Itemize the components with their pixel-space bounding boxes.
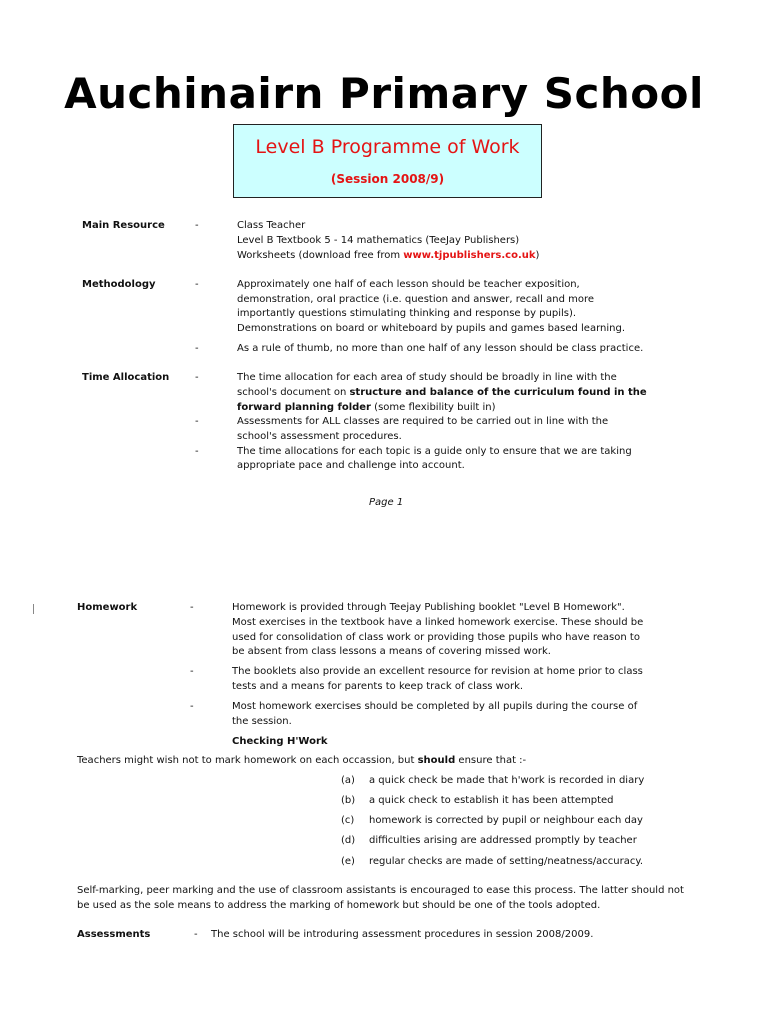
closing-line: be used as the sole means to address the marking of homework but should be one of the tools adopted. [77,900,601,911]
homework-line: Most exercises in the textbook have a linked homework exercise. These should be [232,617,644,628]
checking-homework-heading: Checking H'Work [232,736,328,747]
closing-line: Self-marking, peer marking and the use of classroom assistants is encouraged to ease this process. The latter should not [77,885,684,896]
assessments-label: Assessments [77,929,151,940]
methodology-line: Approximately one half of each lesson should be teacher exposition, [237,279,580,290]
homework-line: used for consolidation of class work or providing those pupils who have reason to [232,632,640,643]
page-number: Page 1 [369,497,404,508]
time-allocation-line: The time allocation for each area of study should be broadly in line with the [237,372,617,383]
homework-line: Homework is provided through Teejay Publishing booklet "Level B Homework". [232,602,625,613]
homework-line: The booklets also provide an excellent resource for revision at home prior to class [232,666,643,677]
homework-label: Homework [77,602,138,613]
check-letter: (c) [341,815,355,826]
check-item [341,773,671,788]
checking-intro-emphasis: should [417,755,456,766]
session-label: (Session 2008/9) [330,172,445,186]
methodology-label: Methodology [82,279,156,290]
check-item [341,833,671,848]
time-allocation-text: (some flexibility built in) [371,402,496,413]
checking-intro [77,753,526,768]
main-resource-label: Main Resource [82,220,165,231]
check-letter: (d) [341,835,356,846]
check-text: a quick check to establish it has been attempted [369,795,614,806]
main-resource-worksheets [237,248,539,263]
methodology-line: demonstration, oral practice (i.e. question and answer, recall and more [237,294,595,305]
school-title: Auchinairn Primary School [64,69,704,118]
check-letter: (a) [341,775,355,786]
check-item [341,854,671,869]
programme-banner [233,124,542,198]
check-letter: (b) [341,795,356,806]
check-item [341,793,671,808]
homework-dash-3: - [190,701,194,712]
homework-dash-2: - [190,666,194,677]
methodology-line: As a rule of thumb, no more than one half of any lesson should be class practice. [237,343,644,354]
homework-line: the session. [232,716,292,727]
time-allocation-dash-2: - [195,416,199,427]
assessments-text: The school will be introduring assessment procedures in session 2008/2009. [211,929,594,940]
main-resource-dash: - [195,220,199,231]
homework-line: be absent from class lessons a means of covering missed work. [232,646,551,657]
time-allocation-text: school's document on [237,387,350,398]
time-allocation-line [237,400,496,415]
checking-intro-text: ensure that :- [455,755,527,766]
methodology-line: Demonstrations on board or whiteboard by pupils and games based learning. [237,323,625,334]
homework-line: Most homework exercises should be completed by all pupils during the course of [232,701,638,712]
margin-marker [33,604,34,614]
time-allocation-dash-3: - [195,446,199,457]
publisher-link[interactable]: www.tjpublishers.co.uk [403,250,536,261]
curriculum-doc-name: structure and balance of the curriculum found in the [349,387,647,398]
check-text: difficulties arising are addressed promptly by teacher [369,835,637,846]
check-text: homework is corrected by pupil or neighbour each day [369,815,643,826]
time-allocation-dash: - [195,372,199,383]
planning-folder-name: forward planning folder [237,402,371,413]
main-resource-line: Class Teacher [237,220,306,231]
check-item [341,813,671,828]
check-text: a quick check be made that h'work is recorded in diary [369,775,645,786]
time-allocation-label: Time Allocation [82,372,170,383]
methodology-dash: - [195,279,199,290]
checking-intro-text: Teachers might wish not to mark homework on each occassion, but [77,755,418,766]
programme-heading: Level B Programme of Work [255,136,520,158]
check-text: regular checks are made of setting/neatness/accuracy. [369,856,644,867]
assessments-dash: - [194,929,198,940]
worksheets-suffix: ) [535,250,540,261]
worksheets-text: Worksheets (download free from [237,250,404,261]
methodology-line: importantly questions stimulating thinking and response by pupils). [237,308,577,319]
time-allocation-line: Assessments for ALL classes are required to be carried out in line with the [237,416,609,427]
homework-line: tests and a means for parents to keep track of class work. [232,681,524,692]
time-allocation-line: school's assessment procedures. [237,431,402,442]
time-allocation-line: appropriate pace and challenge into account. [237,460,465,471]
time-allocation-line [237,385,647,400]
check-letter: (e) [341,856,355,867]
homework-dash: - [190,602,194,613]
main-resource-line: Level B Textbook 5 - 14 mathematics (TeeJay Publishers) [237,235,520,246]
methodology-dash-2: - [195,343,199,354]
time-allocation-line: The time allocations for each topic is a guide only to ensure that we are taking [237,446,632,457]
